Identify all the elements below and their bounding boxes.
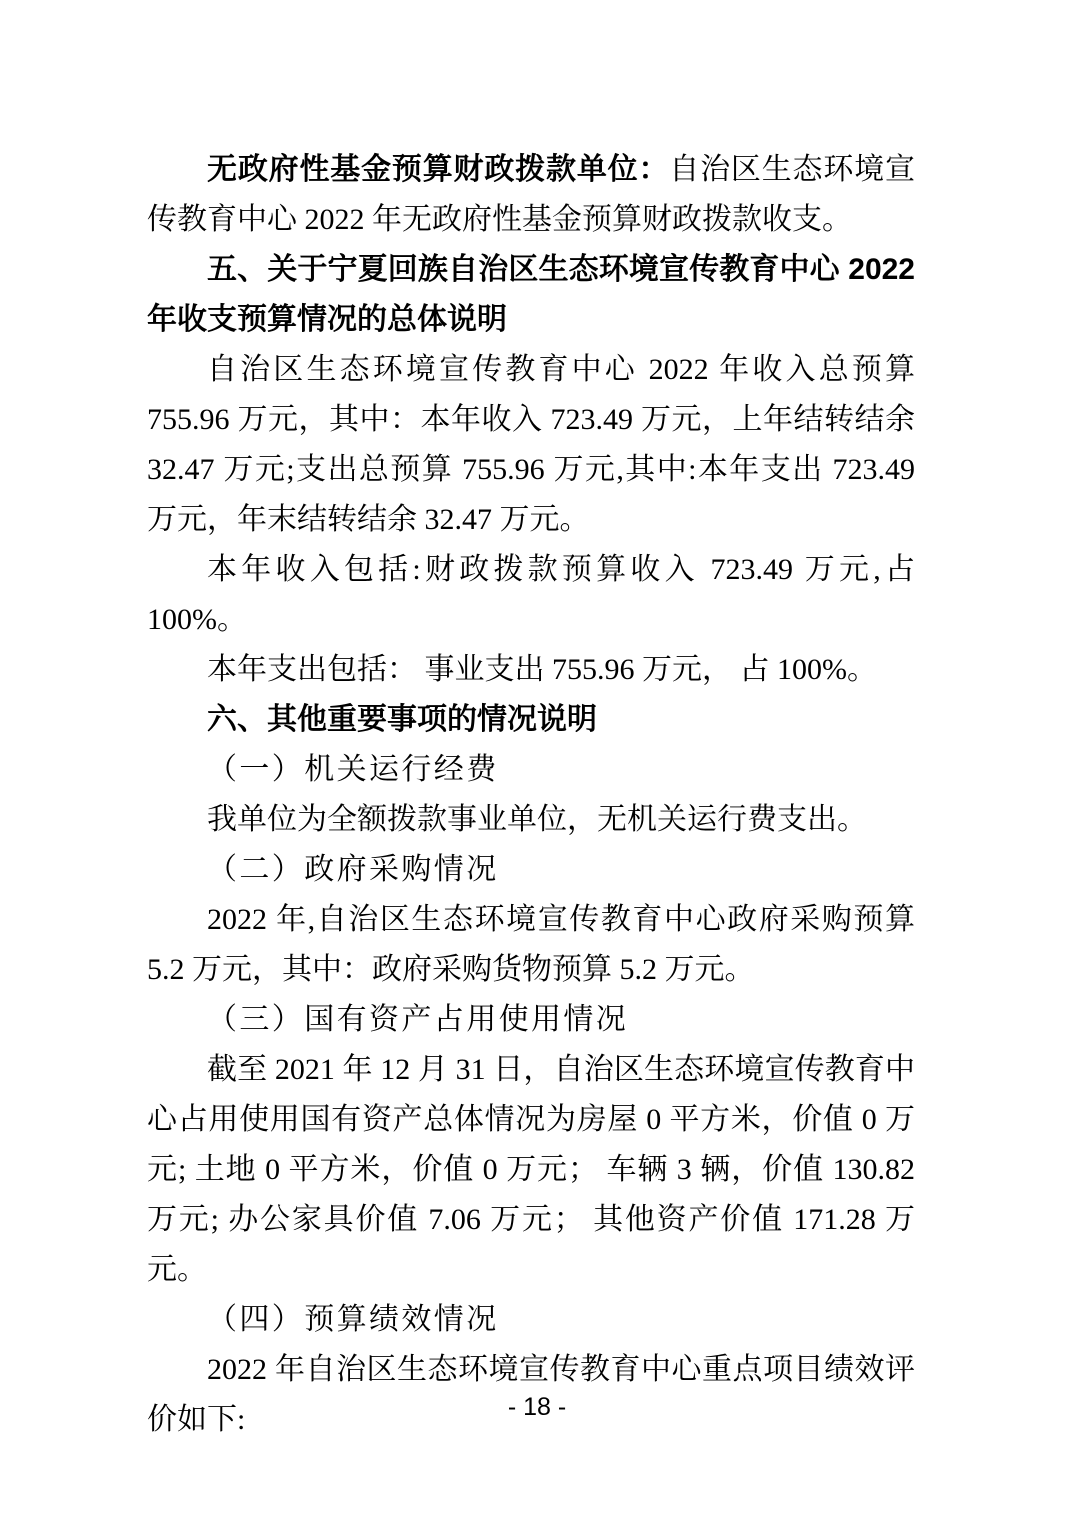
para-budget-performance: 2022 年自治区生态环境宣传教育中心重点项目绩效评价如下: — [147, 1353, 915, 1436]
heading-section-6: 六、其他重要事项的情况说明 — [207, 703, 597, 736]
para-no-gov-fund-text: 自治区生态环境宣传教育中心 2022 年无政府性基金预算财政拨款收支。 — [147, 153, 916, 236]
para-no-gov-fund — [147, 145, 915, 245]
subheading-agency-operating-funds: （一）机关运行经费 — [207, 753, 499, 786]
para-state-assets: 截至 2021 年 12 月 31 日，自治区生态环境宣传教育中心占用使用国有资产总体情况为房屋 0 平方米，价值 0 万元; 土地 0 平方米，价值 0 万元； 车辆 3 辆，价值 130.82 万元; 办公家具价值 7.06 万元； 其他资产价值 171.28 万元。 — [147, 1053, 915, 1286]
para-gov-procurement: 2022 年,自治区生态环境宣传教育中心政府采购预算 5.2 万元，其中：政府采购货物预算 5.2 万元。 — [147, 903, 915, 986]
subheading-state-assets: （三）国有资产占用使用情况 — [207, 1003, 629, 1036]
para-agency-operating-funds: 我单位为全额拨款事业单位，无机关运行费支出。 — [207, 803, 867, 836]
document-body — [147, 145, 915, 1445]
para-expense-composition: 本年支出包括： 事业支出 755.96 万元， 占 100%。 — [207, 653, 877, 686]
para-income-composition: 本年收入包括:财政拨款预算收入 723.49 万元,占 100%。 — [147, 553, 915, 636]
para-budget-overview: 自治区生态环境宣传教育中心 2022 年收入总预算 755.96 万元，其中：本年收入 723.49 万元，上年结转结余 32.47 万元;支出总预算 755.96 万元,其中:本年支出 723.49 万元，年末结转结余 32.47 万元。 — [147, 353, 915, 536]
subheading-budget-performance: （四）预算绩效情况 — [207, 1303, 499, 1336]
page-number: - 18 - — [507, 1393, 567, 1421]
para-no-gov-fund-label: 无政府性基金预算财政拨款单位： — [207, 153, 670, 186]
heading-section-5: 五、关于宁夏回族自治区生态环境宣传教育中心 2022 年收支预算情况的总体说明 — [147, 253, 915, 336]
subheading-gov-procurement: （二）政府采购情况 — [207, 853, 499, 886]
